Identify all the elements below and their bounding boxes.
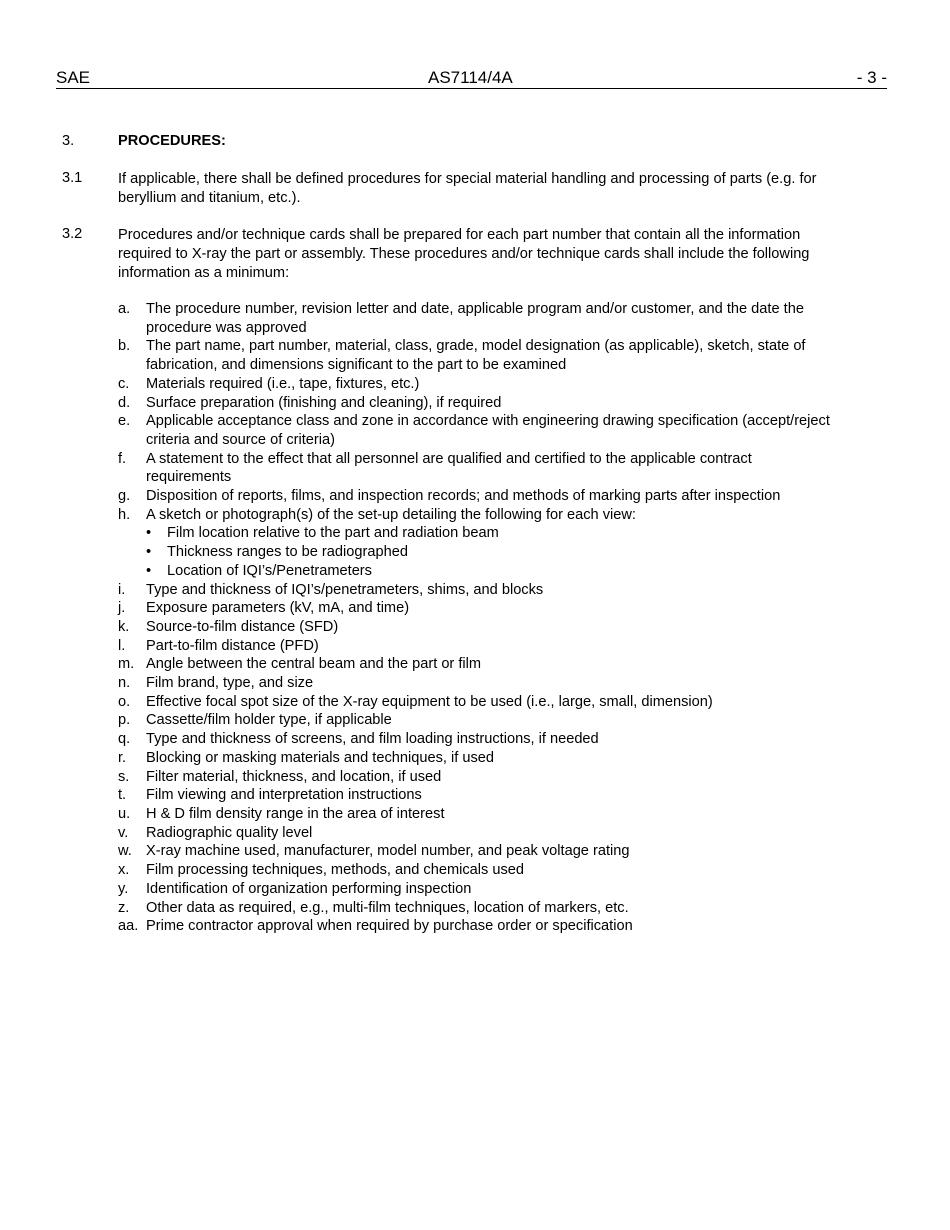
- list-item: [118, 506, 838, 525]
- list-item: [118, 749, 838, 768]
- list-item-label: g.: [118, 488, 131, 505]
- bullet-icon: •: [146, 525, 152, 542]
- list-item-label: x.: [118, 862, 130, 879]
- list-item-label: j.: [118, 600, 126, 617]
- setup-bullet-list: [118, 524, 838, 580]
- list-item: [118, 880, 838, 899]
- list-item: [118, 674, 838, 693]
- list-item: [118, 412, 838, 449]
- list-item-label: k.: [118, 618, 130, 635]
- list-item-label: f.: [118, 450, 127, 467]
- list-item-text: The part name, part number, material, class, grade, model designation (as applicable), sketch, state of fabrication, and dimensions significant to the part to be examined: [146, 338, 806, 374]
- section-text: If applicable, there shall be defined procedures for special material handling and processing of parts (e.g. for beryllium and titanium, etc.).: [118, 171, 817, 206]
- list-item-text: The procedure number, revision letter and date, applicable program and/or customer, and the date the procedure was approved: [146, 301, 804, 336]
- section-number: 3.2: [62, 226, 83, 242]
- list-item-text: Cassette/film holder type, if applicable: [146, 712, 392, 729]
- list-item: [118, 768, 838, 787]
- list-item: [118, 711, 838, 730]
- list-item-text: Film brand, type, and size: [146, 675, 314, 692]
- list-item-label: y.: [118, 880, 129, 897]
- list-item: [118, 693, 838, 712]
- list-item-text: Exposure parameters (kV, mA, and time): [146, 600, 410, 617]
- bullet-item: [146, 562, 838, 581]
- list-item-label: q.: [118, 731, 131, 748]
- list-item: [118, 337, 838, 374]
- list-item-text: Film viewing and interpretation instructions: [146, 787, 422, 804]
- list-item-label: w.: [118, 843, 132, 860]
- list-item: [118, 394, 838, 413]
- list-item: [118, 842, 838, 861]
- list-item-label: h.: [118, 506, 131, 523]
- list-item: [118, 599, 838, 618]
- list-item: [118, 730, 838, 749]
- header-page-number: - 3 -: [856, 68, 887, 87]
- bullet-item: [146, 524, 838, 543]
- bullet-icon: •: [146, 562, 152, 579]
- list-item-text: Other data as required, e.g., multi-film techniques, location of markers, etc.: [146, 899, 629, 916]
- list-item-label: d.: [118, 394, 131, 411]
- list-item: [118, 899, 838, 918]
- list-item-text: Blocking or masking materials and techniques, if used: [146, 749, 494, 766]
- list-item: [118, 375, 838, 394]
- list-item-text: A statement to the effect that all personnel are qualified and certified to the applicable contract requirements: [146, 450, 752, 486]
- list-item-label: b.: [118, 338, 131, 355]
- list-item-text: Applicable acceptance class and zone in accordance with engineering drawing specification (accept/reject criteria and source of criteria): [146, 413, 830, 448]
- list-item: [118, 450, 838, 487]
- bullet-icon: •: [146, 544, 152, 561]
- list-item-label: a.: [118, 301, 131, 317]
- list-item-label: aa.: [118, 918, 139, 935]
- list-item: [118, 786, 838, 805]
- list-item-text: Source-to-film distance (SFD): [146, 618, 339, 635]
- list-item-text: Identification of organization performing inspection: [146, 880, 472, 897]
- list-item-text: H & D film density range in the area of interest: [146, 805, 445, 822]
- list-item: [118, 861, 838, 880]
- section-number: 3.1: [62, 170, 83, 186]
- list-item-text: Angle between the central beam and the part or film: [146, 656, 482, 673]
- list-item-label: n.: [118, 675, 131, 692]
- list-item-label: u.: [118, 805, 131, 822]
- list-item-text: Film processing techniques, methods, and chemicals used: [146, 862, 525, 879]
- list-item-label: o.: [118, 693, 131, 710]
- list-item-label: r.: [118, 749, 127, 766]
- list-item: [118, 637, 838, 656]
- page-header: [56, 68, 887, 89]
- list-item-text: Part-to-film distance (PFD): [146, 637, 319, 654]
- list-item-label: l.: [118, 637, 126, 654]
- list-item: [118, 805, 838, 824]
- bullet-text: Film location relative to the part and radiation beam: [167, 525, 499, 542]
- list-item-label: c.: [118, 375, 130, 392]
- list-item-label: z.: [118, 899, 130, 916]
- requirements-list: [118, 300, 838, 936]
- bullet-text: Location of IQI’s/Penetrameters: [167, 562, 372, 579]
- header-org: SAE: [56, 68, 91, 87]
- header-doc-number: AS7114/4A: [428, 68, 513, 87]
- list-item-label: i.: [118, 581, 126, 598]
- list-item: [118, 917, 838, 936]
- section-number: 3.: [62, 133, 75, 149]
- list-item-label: s.: [118, 768, 130, 785]
- list-item: [118, 487, 838, 506]
- list-item-text: Prime contractor approval when required by purchase order or specification: [146, 918, 633, 935]
- list-item: [118, 655, 838, 674]
- list-item-label: v.: [118, 824, 129, 841]
- list-item-text: Effective focal spot size of the X-ray equipment to be used (i.e., large, small, dimension): [146, 693, 713, 710]
- bullet-text: Thickness ranges to be radiographed: [167, 544, 408, 561]
- list-item-text: Filter material, thickness, and location, if used: [146, 768, 442, 785]
- list-item: [118, 618, 838, 637]
- list-item-text: Surface preparation (finishing and cleaning), if required: [146, 394, 502, 411]
- list-item: [118, 824, 838, 843]
- section-text: Procedures and/or technique cards shall be prepared for each part number that contain all the information required to X-ray the part or assembly. These procedures and/or technique cards shall include the following information as a minimum:: [118, 227, 810, 281]
- list-item-text: X-ray machine used, manufacturer, model number, and peak voltage rating: [146, 843, 630, 860]
- list-item-label: m.: [118, 656, 135, 673]
- list-item-text: Type and thickness of IQI’s/penetrameters, shims, and blocks: [146, 581, 544, 598]
- list-item-text: A sketch or photograph(s) of the set-up detailing the following for each view:: [146, 506, 636, 523]
- list-item-label: e.: [118, 413, 131, 430]
- section-title: PROCEDURES:: [118, 133, 226, 149]
- list-item-text: Type and thickness of screens, and film loading instructions, if needed: [146, 731, 599, 748]
- list-item-label: p.: [118, 712, 131, 729]
- bullet-item: [146, 543, 838, 562]
- list-item: [118, 581, 838, 600]
- list-item-text: Materials required (i.e., tape, fixtures, etc.): [146, 375, 420, 392]
- list-item-text: Disposition of reports, films, and inspection records; and methods of marking parts after inspection: [146, 488, 781, 505]
- list-item-text: Radiographic quality level: [146, 824, 313, 841]
- list-item-label: t.: [118, 787, 127, 804]
- list-item: [118, 300, 838, 337]
